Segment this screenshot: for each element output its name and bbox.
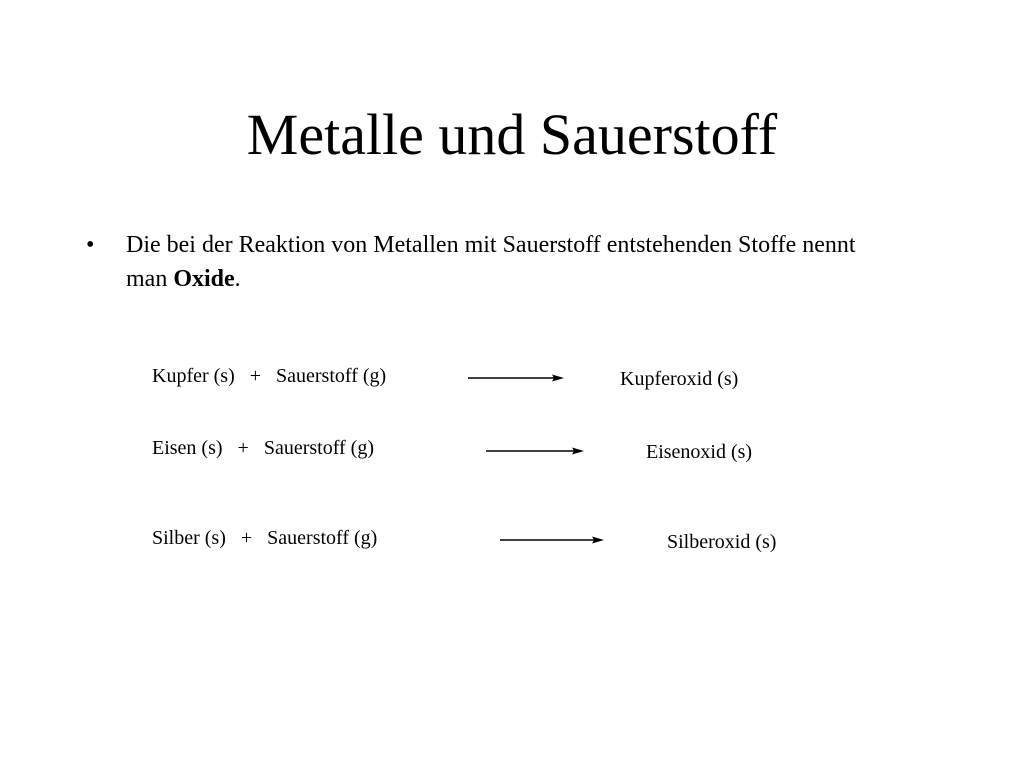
reaction-product: Kupferoxid (s) <box>620 368 739 390</box>
bullet-text-after: . <box>234 266 241 292</box>
reaction-row-silber <box>0 525 1024 565</box>
reaction-reactants: Eisen (s) + Sauerstoff (g) <box>152 437 374 459</box>
reaction-arrow-icon <box>500 534 610 546</box>
reaction-product: Eisenoxid (s) <box>646 441 753 463</box>
bullet-bold-word: Oxide <box>173 266 235 292</box>
slide-title: Metalle und Sauerstoff <box>246 102 778 167</box>
bullet-text-before: Die bei der Reaktion von Metallen mit Sauerstoff entstehenden Stoffe nennt man <box>126 232 856 292</box>
reaction-row-eisen <box>0 436 1024 476</box>
reaction-reactants: Kupfer (s) + Sauerstoff (g) <box>152 365 387 387</box>
reaction-arrow-icon <box>486 445 586 457</box>
reaction-row-kupfer <box>0 362 1024 402</box>
reaction-product: Silberoxid (s) <box>667 531 777 553</box>
reaction-arrow-icon <box>468 372 568 384</box>
bullet-marker: • <box>86 232 95 258</box>
reaction-reactants: Silber (s) + Sauerstoff (g) <box>152 527 378 549</box>
bullet-text <box>126 228 866 296</box>
